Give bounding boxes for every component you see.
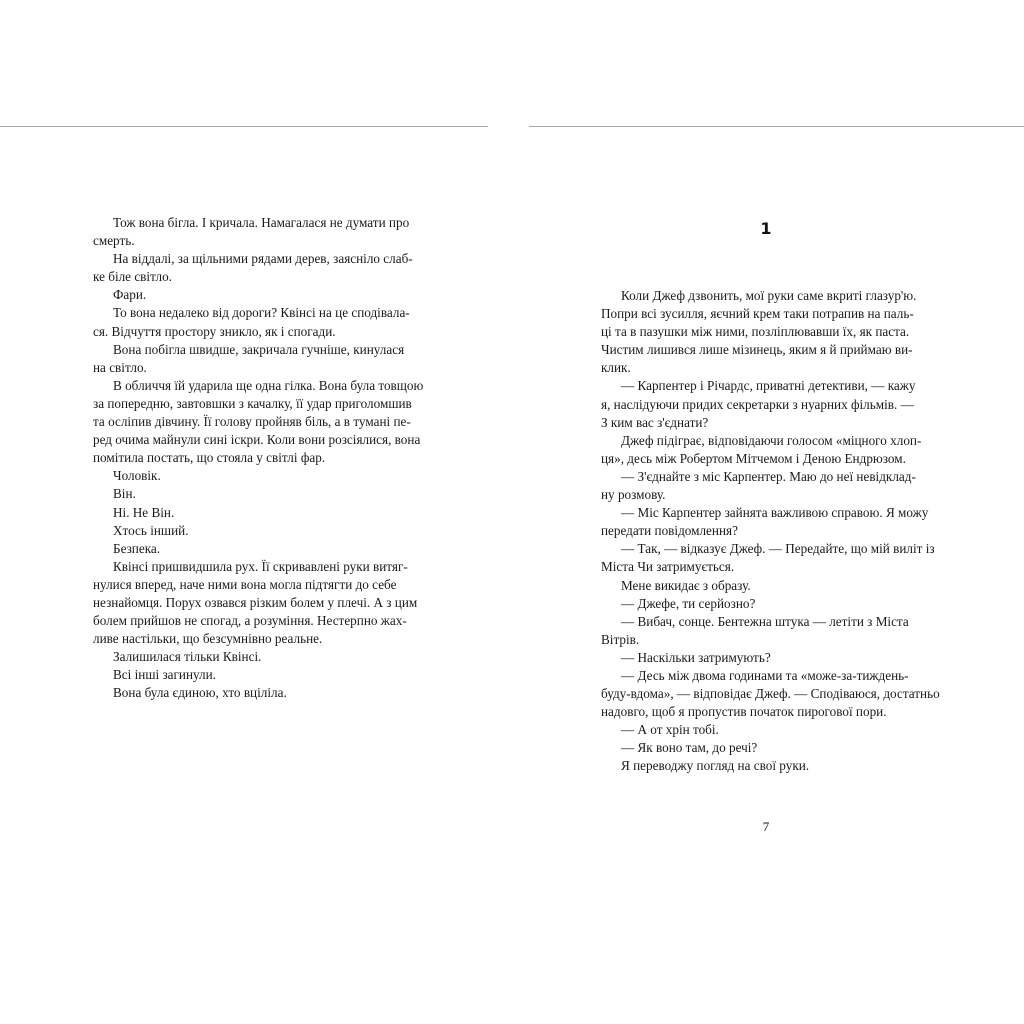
text-line: Хтось інший.	[113, 522, 189, 538]
text-line: я, наслідуючи придих секретарки з нуарних фільмів. —	[601, 396, 914, 412]
text-line: На віддалі, за щільними рядами дерев, заясніло слаб-	[113, 251, 413, 267]
text-line: — А от хрін тобі.	[621, 722, 719, 738]
text-line: клик.	[601, 360, 631, 376]
text-line: В обличчя їй ударила ще одна гілка. Вона була товщою	[113, 377, 424, 393]
text-line: ну розмову.	[601, 487, 666, 503]
text-line: Чистим лишився лише мізинець, яким я й приймаю ви-	[601, 342, 913, 358]
text-line: Чоловік.	[113, 468, 161, 484]
text-line: — Як воно там, до речі?	[621, 740, 758, 756]
text-line: незнайомця. Порух озвався різким болем у плечі. А з цим	[93, 594, 418, 610]
text-line: Тож вона бігла. І кричала. Намагалася не думати про	[113, 215, 410, 230]
text-line: З ким вас з'єднати?	[601, 414, 709, 430]
right-page-text	[601, 287, 946, 776]
text-line: та осліпив дівчину. Її голову пройняв біль, а в тумані пе-	[93, 414, 411, 430]
text-line: Безпека.	[113, 540, 161, 556]
text-line: Він.	[113, 486, 136, 502]
text-line: Міста Чи затримується.	[601, 559, 735, 575]
text-line: Вона була єдиною, хто вціліла.	[113, 685, 287, 701]
left-page-text	[93, 214, 438, 703]
right-page-top-rule	[529, 126, 1024, 127]
text-line: — Так, — відказує Джеф. — Передайте, що мій виліт із	[621, 541, 935, 557]
text-line: ке біле світло.	[93, 269, 172, 285]
text-line: — Міс Карпентер зайнята важливою справою. Я можу	[621, 505, 929, 521]
text-line: ці та в пазушки між ними, позліплювавши їх, як паста.	[601, 324, 910, 340]
text-line: — З'єднайте з міс Карпентер. Маю до неї невідклад-	[621, 468, 916, 484]
text-line: на світло.	[93, 359, 147, 375]
text-line: Залишилася тільки Квінсі.	[113, 649, 262, 665]
text-line: смерть.	[93, 233, 135, 249]
text-line: Вона побігла швидше, закричала гучніше, кинулася	[113, 341, 405, 357]
text-line: нулися вперед, наче ними вона могла підтягти до себе	[93, 576, 397, 592]
text-line: — Десь між двома годинами та «може-за-тиждень-	[621, 667, 909, 683]
left-page-top-rule	[0, 126, 488, 127]
text-line: ця», десь між Робертом Мітчемом і Деною Ендрюзом.	[601, 450, 906, 466]
text-line: ся. Відчуття простору зникло, як і спогади.	[93, 323, 336, 339]
text-line: Мене викидає з образу.	[621, 577, 751, 593]
text-line: — Джефе, ти серйозно?	[621, 595, 756, 611]
text-line: Квінсі пришвидшила рух. Її скривавлені руки витяг-	[113, 558, 408, 574]
text-line: — Карпентер і Річардс, приватні детективи, — кажу	[621, 378, 916, 394]
text-line: передати повідомлення?	[601, 523, 738, 539]
text-line: Попри всі зусилля, яєчний крем таки потрапив на паль-	[601, 306, 914, 322]
text-line: буду-вдома», — відповідає Джеф. — Сподіваюся, достатньо	[601, 686, 940, 702]
text-line: Фари.	[113, 287, 147, 303]
text-line: Джеф підіграє, відповідаючи голосом «міцного хлоп-	[621, 432, 922, 448]
text-line: помітила постать, що стояла у світлі фар.	[93, 450, 326, 466]
text-line: за попередню, завтовшки з качалку, її удар приголомшив	[93, 395, 412, 411]
text-line: Вітрів.	[601, 631, 640, 647]
text-line: Коли Джеф дзвонить, мої руки саме вкриті глазур'ю.	[621, 288, 917, 303]
text-line: ливе настільки, що безсумнівно реальне.	[93, 631, 323, 647]
text-line: ред очима майнули сині іскри. Коли вони розсіялися, вона	[93, 432, 421, 448]
page-number: 7	[762, 819, 770, 834]
text-line: Я переводжу погляд на свої руки.	[621, 758, 810, 774]
text-line: Ні. Не Він.	[113, 504, 175, 520]
chapter-number: 1	[760, 219, 772, 238]
text-line: болем прийшов не спогад, а розуміння. Нестерпно жах-	[93, 613, 407, 629]
text-line: То вона недалеко від дороги? Квінсі на це сподівала-	[113, 305, 410, 321]
text-line: — Наскільки затримують?	[621, 649, 771, 665]
text-line: Всі інші загинули.	[113, 667, 216, 683]
text-line: надовго, щоб я пропустив початок пирогової пори.	[601, 704, 887, 720]
text-line: — Вибач, сонце. Бентежна штука — летіти з Міста	[621, 613, 909, 629]
